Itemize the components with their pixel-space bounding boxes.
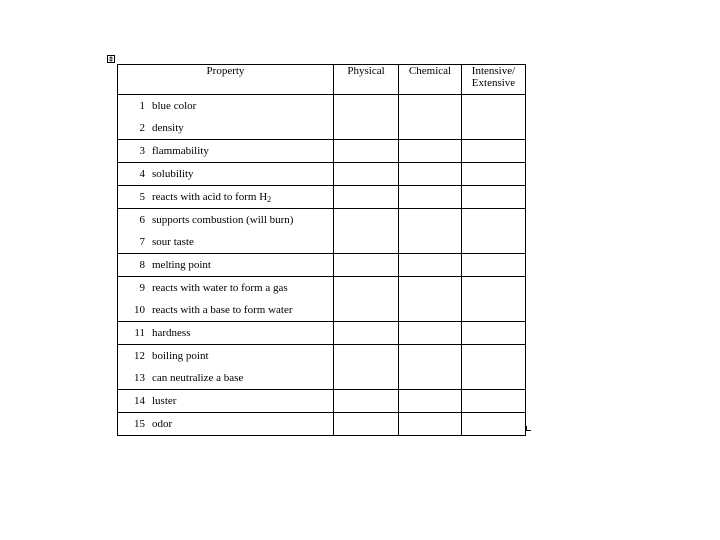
property-text (152, 345, 333, 367)
property-cell (118, 209, 334, 254)
property-item (118, 390, 333, 412)
chemical-cell[interactable] (399, 186, 462, 209)
chemical-cell[interactable] (399, 254, 462, 277)
property-item (118, 322, 333, 344)
intensive-extensive-cell[interactable] (462, 209, 526, 254)
property-label: blue color (152, 100, 197, 112)
table-row (118, 209, 526, 254)
table-row (118, 95, 526, 140)
property-item (118, 163, 333, 185)
property-label: solubility (152, 168, 194, 180)
property-number: 13 (134, 372, 145, 384)
intensive-extensive-cell[interactable] (462, 95, 526, 140)
property-text (152, 140, 333, 162)
property-number: 12 (134, 350, 145, 362)
intensive-extensive-cell[interactable] (462, 140, 526, 163)
table-row (118, 390, 526, 413)
property-number: 14 (134, 395, 145, 407)
property-cell (118, 345, 334, 390)
property-item (118, 367, 333, 389)
table-row (118, 277, 526, 322)
property-label: reacts with a base to form water (152, 304, 293, 316)
property-text (152, 277, 333, 299)
chemical-cell[interactable] (399, 277, 462, 322)
property-cell (118, 186, 334, 209)
property-item (118, 413, 333, 435)
property-text (152, 95, 333, 117)
table-row (118, 345, 526, 390)
property-cell (118, 163, 334, 186)
table-resize-handle[interactable] (526, 426, 531, 431)
property-text (152, 163, 333, 185)
property-item (118, 186, 333, 208)
physical-cell[interactable] (334, 345, 399, 390)
property-item (118, 345, 333, 367)
property-item (118, 231, 333, 253)
intensive-extensive-cell[interactable] (462, 390, 526, 413)
properties-table (117, 64, 526, 436)
header-row (118, 65, 526, 95)
property-label: odor (152, 418, 173, 430)
property-label: sour taste (152, 236, 194, 248)
property-item (118, 277, 333, 299)
header-intensive-line1: Intensive/ (471, 65, 516, 77)
property-cell (118, 140, 334, 163)
property-text (152, 117, 333, 139)
property-text (152, 413, 333, 435)
property-text (152, 186, 333, 208)
property-text (152, 209, 333, 231)
table-row (118, 140, 526, 163)
property-label: melting point (152, 259, 211, 271)
table-row (118, 413, 526, 436)
property-label: density (152, 122, 184, 134)
property-number: 6 (139, 214, 145, 226)
property-number: 1 (139, 100, 145, 112)
property-text (152, 322, 333, 344)
property-cell (118, 95, 334, 140)
header-intensive-extensive (462, 65, 526, 95)
property-number: 8 (139, 259, 145, 271)
chemical-cell[interactable] (399, 413, 462, 436)
header-chemical: Chemical (399, 65, 462, 95)
table-row (118, 322, 526, 345)
chemical-cell[interactable] (399, 209, 462, 254)
intensive-extensive-cell[interactable] (462, 254, 526, 277)
header-property: Property (118, 65, 334, 95)
property-number: 15 (134, 418, 145, 430)
physical-cell[interactable] (334, 390, 399, 413)
property-item (118, 117, 333, 139)
table-move-handle[interactable] (107, 55, 115, 63)
move-arrows-icon (108, 56, 114, 62)
property-number: 4 (139, 168, 145, 180)
intensive-extensive-cell[interactable] (462, 277, 526, 322)
property-number: 5 (139, 191, 145, 203)
chemical-cell[interactable] (399, 140, 462, 163)
property-label: luster (152, 395, 177, 407)
property-text (152, 367, 333, 389)
chemical-cell[interactable] (399, 95, 462, 140)
property-number: 11 (134, 327, 145, 339)
intensive-extensive-cell[interactable] (462, 345, 526, 390)
property-cell (118, 277, 334, 322)
property-label: hardness (152, 327, 191, 339)
chemical-cell[interactable] (399, 345, 462, 390)
header-physical: Physical (334, 65, 399, 95)
physical-cell[interactable] (334, 322, 399, 345)
chemical-cell[interactable] (399, 163, 462, 186)
header-intensive-line2: Extensive (471, 77, 516, 89)
table-row (118, 163, 526, 186)
intensive-extensive-cell[interactable] (462, 163, 526, 186)
physical-cell[interactable] (334, 209, 399, 254)
property-number: 7 (139, 236, 145, 248)
property-text (152, 390, 333, 412)
property-item (118, 140, 333, 162)
property-number: 2 (139, 122, 145, 134)
physical-cell[interactable] (334, 186, 399, 209)
property-cell (118, 413, 334, 436)
physical-cell[interactable] (334, 95, 399, 140)
property-item (118, 209, 333, 231)
subscript: 2 (267, 195, 272, 204)
property-cell (118, 322, 334, 345)
property-cell (118, 390, 334, 413)
property-item (118, 254, 333, 276)
table-row (118, 254, 526, 277)
intensive-extensive-cell[interactable] (462, 413, 526, 436)
property-label: flammability (152, 145, 209, 157)
property-text (152, 254, 333, 276)
property-text (152, 299, 333, 321)
property-text (152, 231, 333, 253)
table-row (118, 186, 526, 209)
property-cell (118, 254, 334, 277)
intensive-extensive-cell[interactable] (462, 186, 526, 209)
property-label: reacts with water to form a gas (152, 282, 288, 294)
physical-cell[interactable] (334, 254, 399, 277)
property-label: reacts with acid to form H (152, 191, 268, 203)
physical-cell[interactable] (334, 413, 399, 436)
property-label: boiling point (152, 350, 209, 362)
physical-cell[interactable] (334, 277, 399, 322)
property-number: 9 (139, 282, 145, 294)
property-number: 3 (139, 145, 145, 157)
property-item (118, 95, 333, 117)
chemical-cell[interactable] (399, 390, 462, 413)
property-label: supports combustion (will burn) (152, 214, 294, 226)
property-label: can neutralize a base (152, 372, 244, 384)
intensive-extensive-cell[interactable] (462, 322, 526, 345)
physical-cell[interactable] (334, 163, 399, 186)
property-number: 10 (134, 304, 145, 316)
physical-cell[interactable] (334, 140, 399, 163)
property-item (118, 299, 333, 321)
chemical-cell[interactable] (399, 322, 462, 345)
